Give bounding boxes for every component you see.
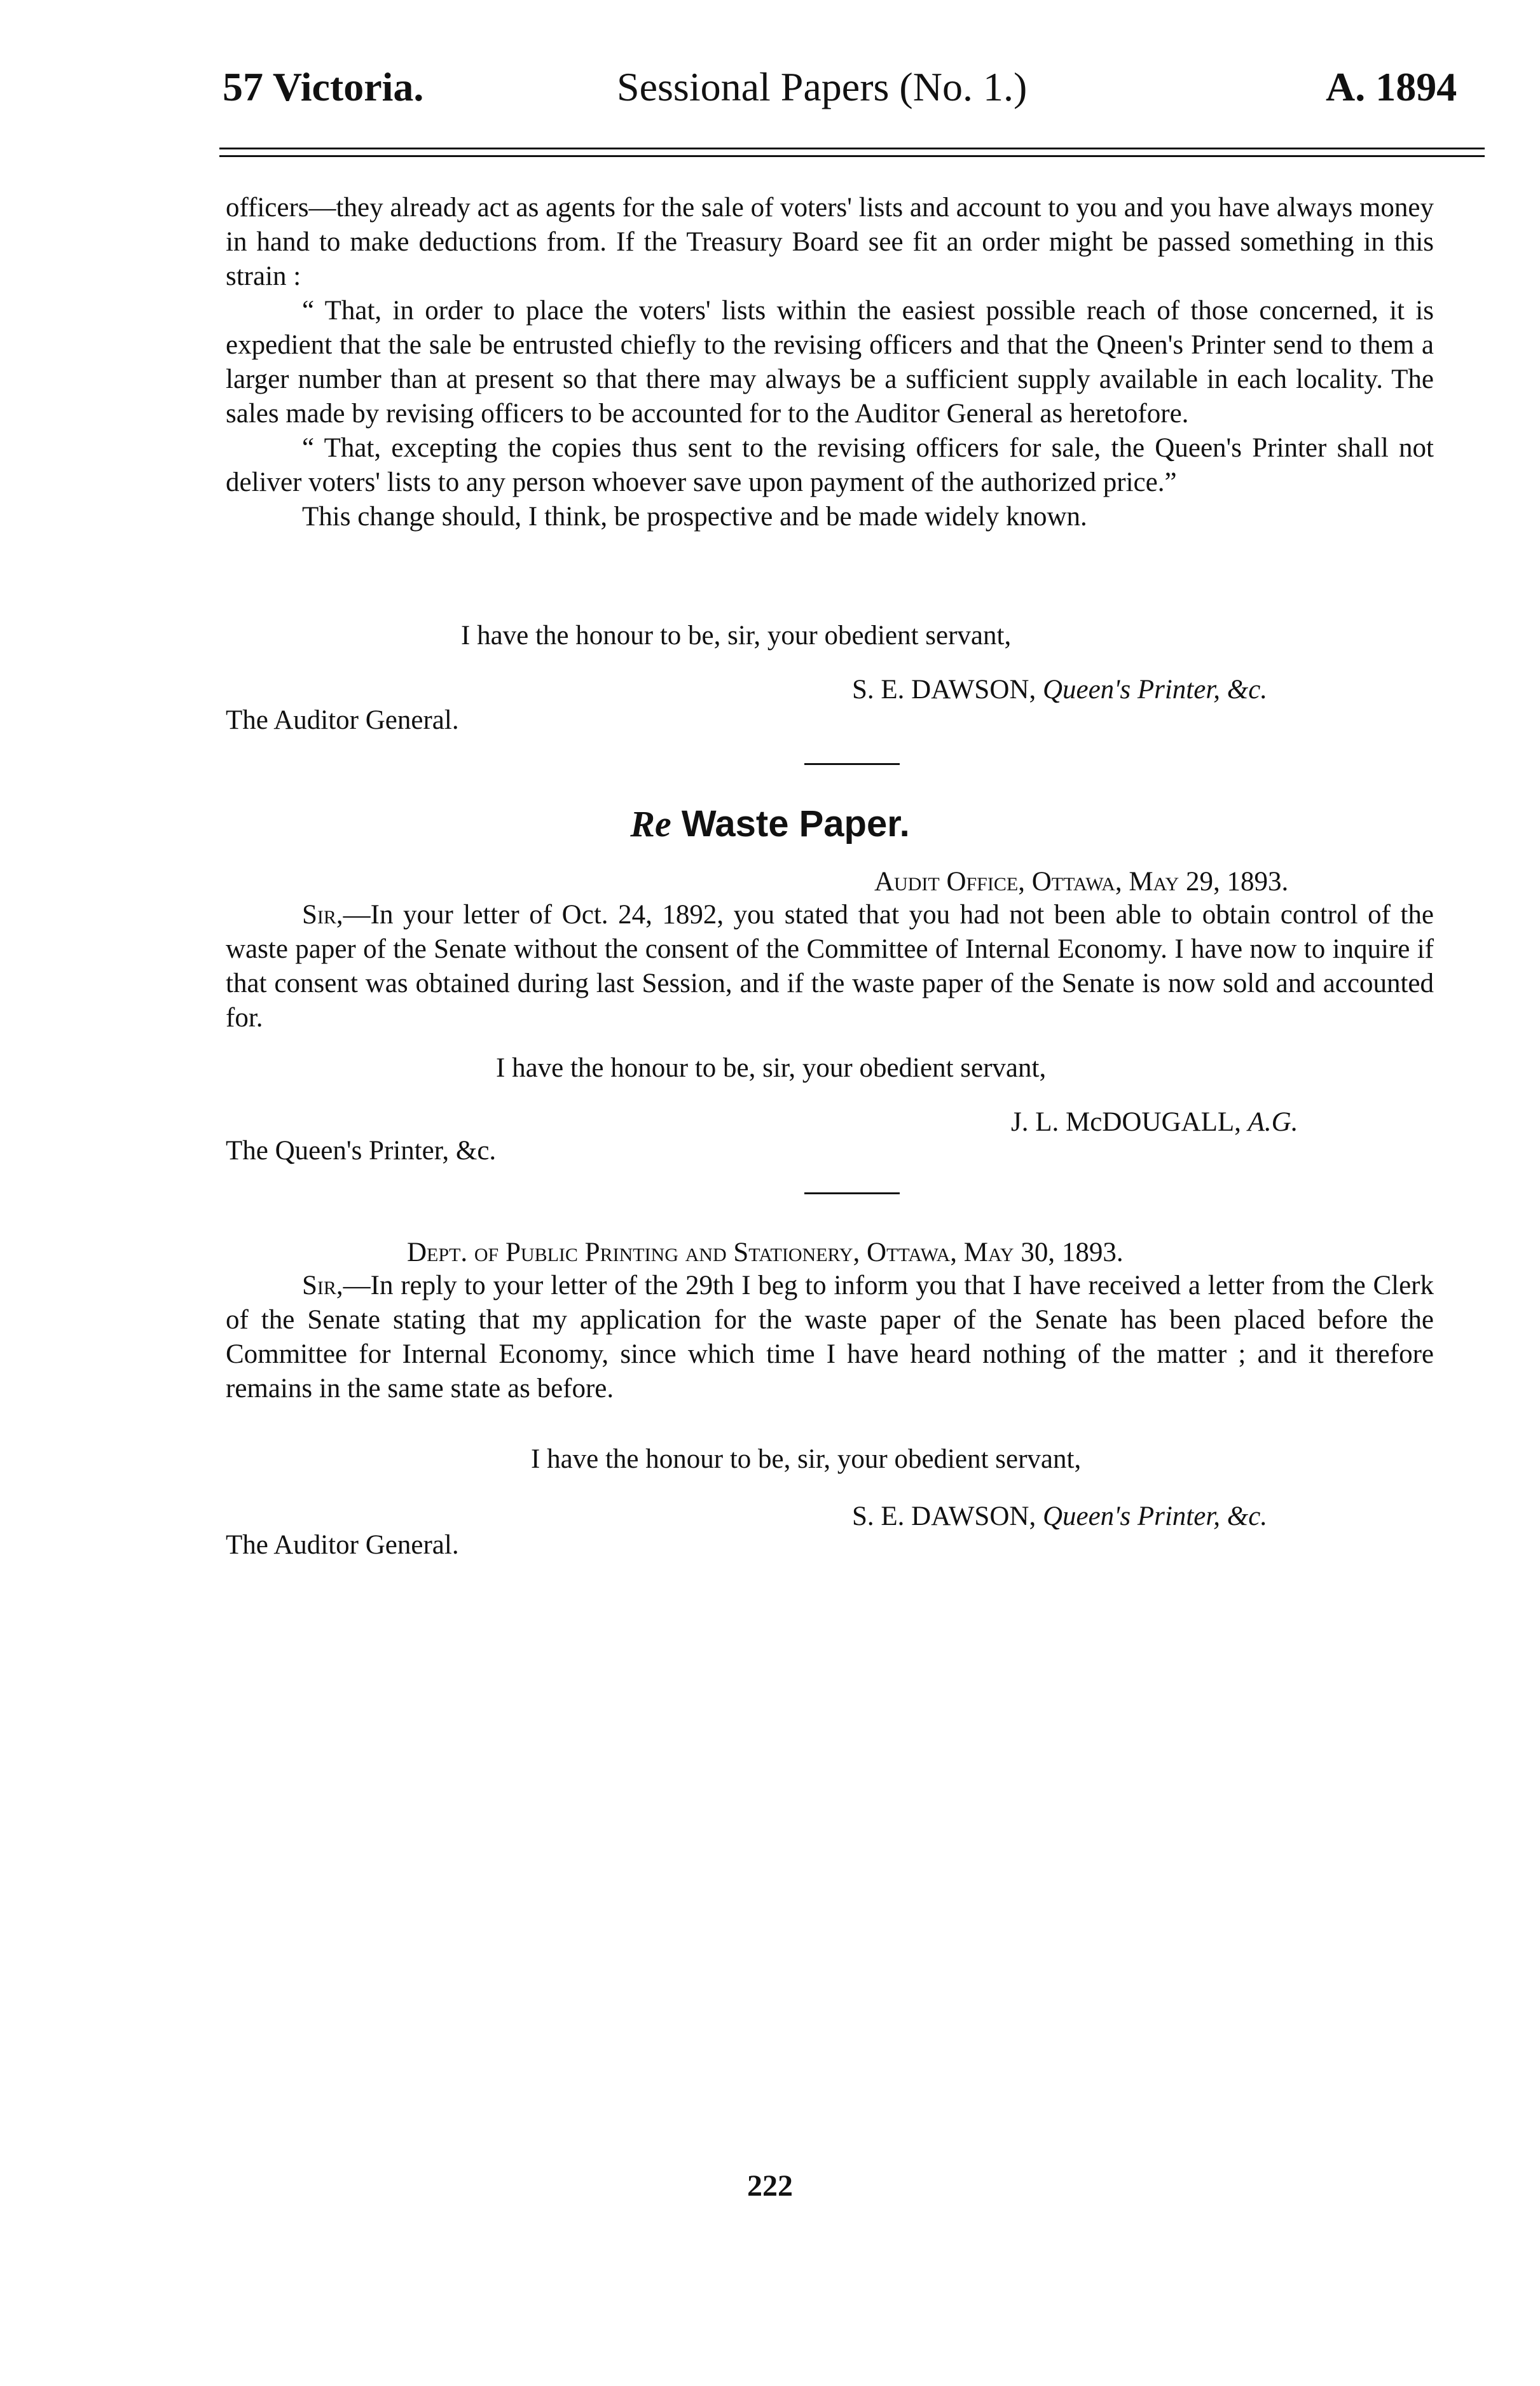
signature-title: Queen's Printer, &c.	[1042, 675, 1268, 705]
header-title: Sessional Papers (No. 1.)	[617, 64, 1028, 109]
letter-3-body	[226, 1269, 1434, 1406]
letter-1-paragraph: “ That, excepting the copies thus sent to the revising officers for sale, the Queen's Printer shall not deliver voters' lists to any person whoever save upon payment of the authorized price.”	[226, 433, 1434, 497]
page-number: 222	[747, 2169, 793, 2203]
letter-1-signature	[852, 674, 1267, 705]
section-divider	[804, 763, 900, 765]
letter-3-salutation: Sir,	[302, 1271, 343, 1300]
letter-1-addressee: The Auditor General.	[226, 705, 459, 735]
letter-2-salutation: Sir,	[302, 900, 343, 930]
letter-2-dateline: Audit Office, Ottawa, May 29, 1893.	[874, 867, 1289, 897]
letter-3-closing: I have the honour to be, sir, your obedient servant,	[531, 1444, 1082, 1474]
section-heading-title: Waste Paper.	[681, 803, 910, 845]
letter-1-paragraph: This change should, I think, be prospective and be made widely known.	[302, 502, 1087, 532]
letter-2-text: —In your letter of Oct. 24, 1892, you stated that you had not been able to obtain control of the waste paper of the Senate without the consent of the Committee of Internal Economy. I have now to inquire if that consent was obtained during last Session, and if the waste paper of the Senate is now sold and accounted for.	[226, 900, 1434, 1033]
letter-2-signature	[1011, 1107, 1298, 1138]
letter-3-dateline: Dept. of Public Printing and Stationery, Ottawa, May 30, 1893.	[407, 1238, 1124, 1267]
section-heading	[0, 803, 1540, 845]
letter-1-paragraph: officers—they already act as agents for the sale of voters' lists and account to you and you have always money in hand to make deductions from. If the Treasury Board see fit an order might be passed something in this strain :	[226, 193, 1434, 291]
header-rule	[219, 155, 1485, 157]
letter-2-addressee: The Queen's Printer, &c.	[226, 1136, 497, 1166]
letter-3-addressee: The Auditor General.	[226, 1530, 459, 1560]
letter-1-paragraph: “ That, in order to place the voters' lists within the easiest possible reach of those concerned, it is expedient that the sale be entrusted chiefly to the revising officers and that the Qneen's Printer send to them a larger number than at present so that there may always be a sufficient supply available in each locality. The sales made by revising officers to be accounted for to the Auditor General as heretofore.	[226, 296, 1434, 429]
letter-1-body	[226, 191, 1434, 534]
header-rule	[219, 148, 1485, 149]
letter-2-closing: I have the honour to be, sir, your obedient servant,	[496, 1053, 1047, 1083]
letter-3-paragraph	[226, 1269, 1434, 1406]
signature-name: J. L. McDOUGALL,	[1011, 1107, 1241, 1137]
letter-1-closing: I have the honour to be, sir, your obedient servant,	[461, 621, 1012, 651]
signature-title: A.G.	[1248, 1107, 1298, 1137]
letter-3-text: —In reply to your letter of the 29th I beg to inform you that I have received a letter from the Clerk of the Senate stating that my application for the waste paper of the Senate has been placed before the Committee for Internal Economy, since which time I have heard nothing of the matter ; and it therefore remains in the same state as before.	[226, 1271, 1434, 1403]
signature-title: Queen's Printer, &c.	[1042, 1501, 1268, 1531]
signature-name: S. E. DAWSON,	[852, 1501, 1036, 1531]
section-heading-prefix: Re	[630, 803, 671, 845]
letter-2-paragraph	[226, 898, 1434, 1035]
signature-name: S. E. DAWSON,	[852, 675, 1036, 705]
header-volume: 57 Victoria.	[223, 64, 424, 109]
letter-3-signature	[852, 1501, 1267, 1532]
section-divider	[804, 1192, 900, 1194]
header-series: A. 1894	[1326, 64, 1457, 109]
letter-2-body	[226, 898, 1434, 1035]
